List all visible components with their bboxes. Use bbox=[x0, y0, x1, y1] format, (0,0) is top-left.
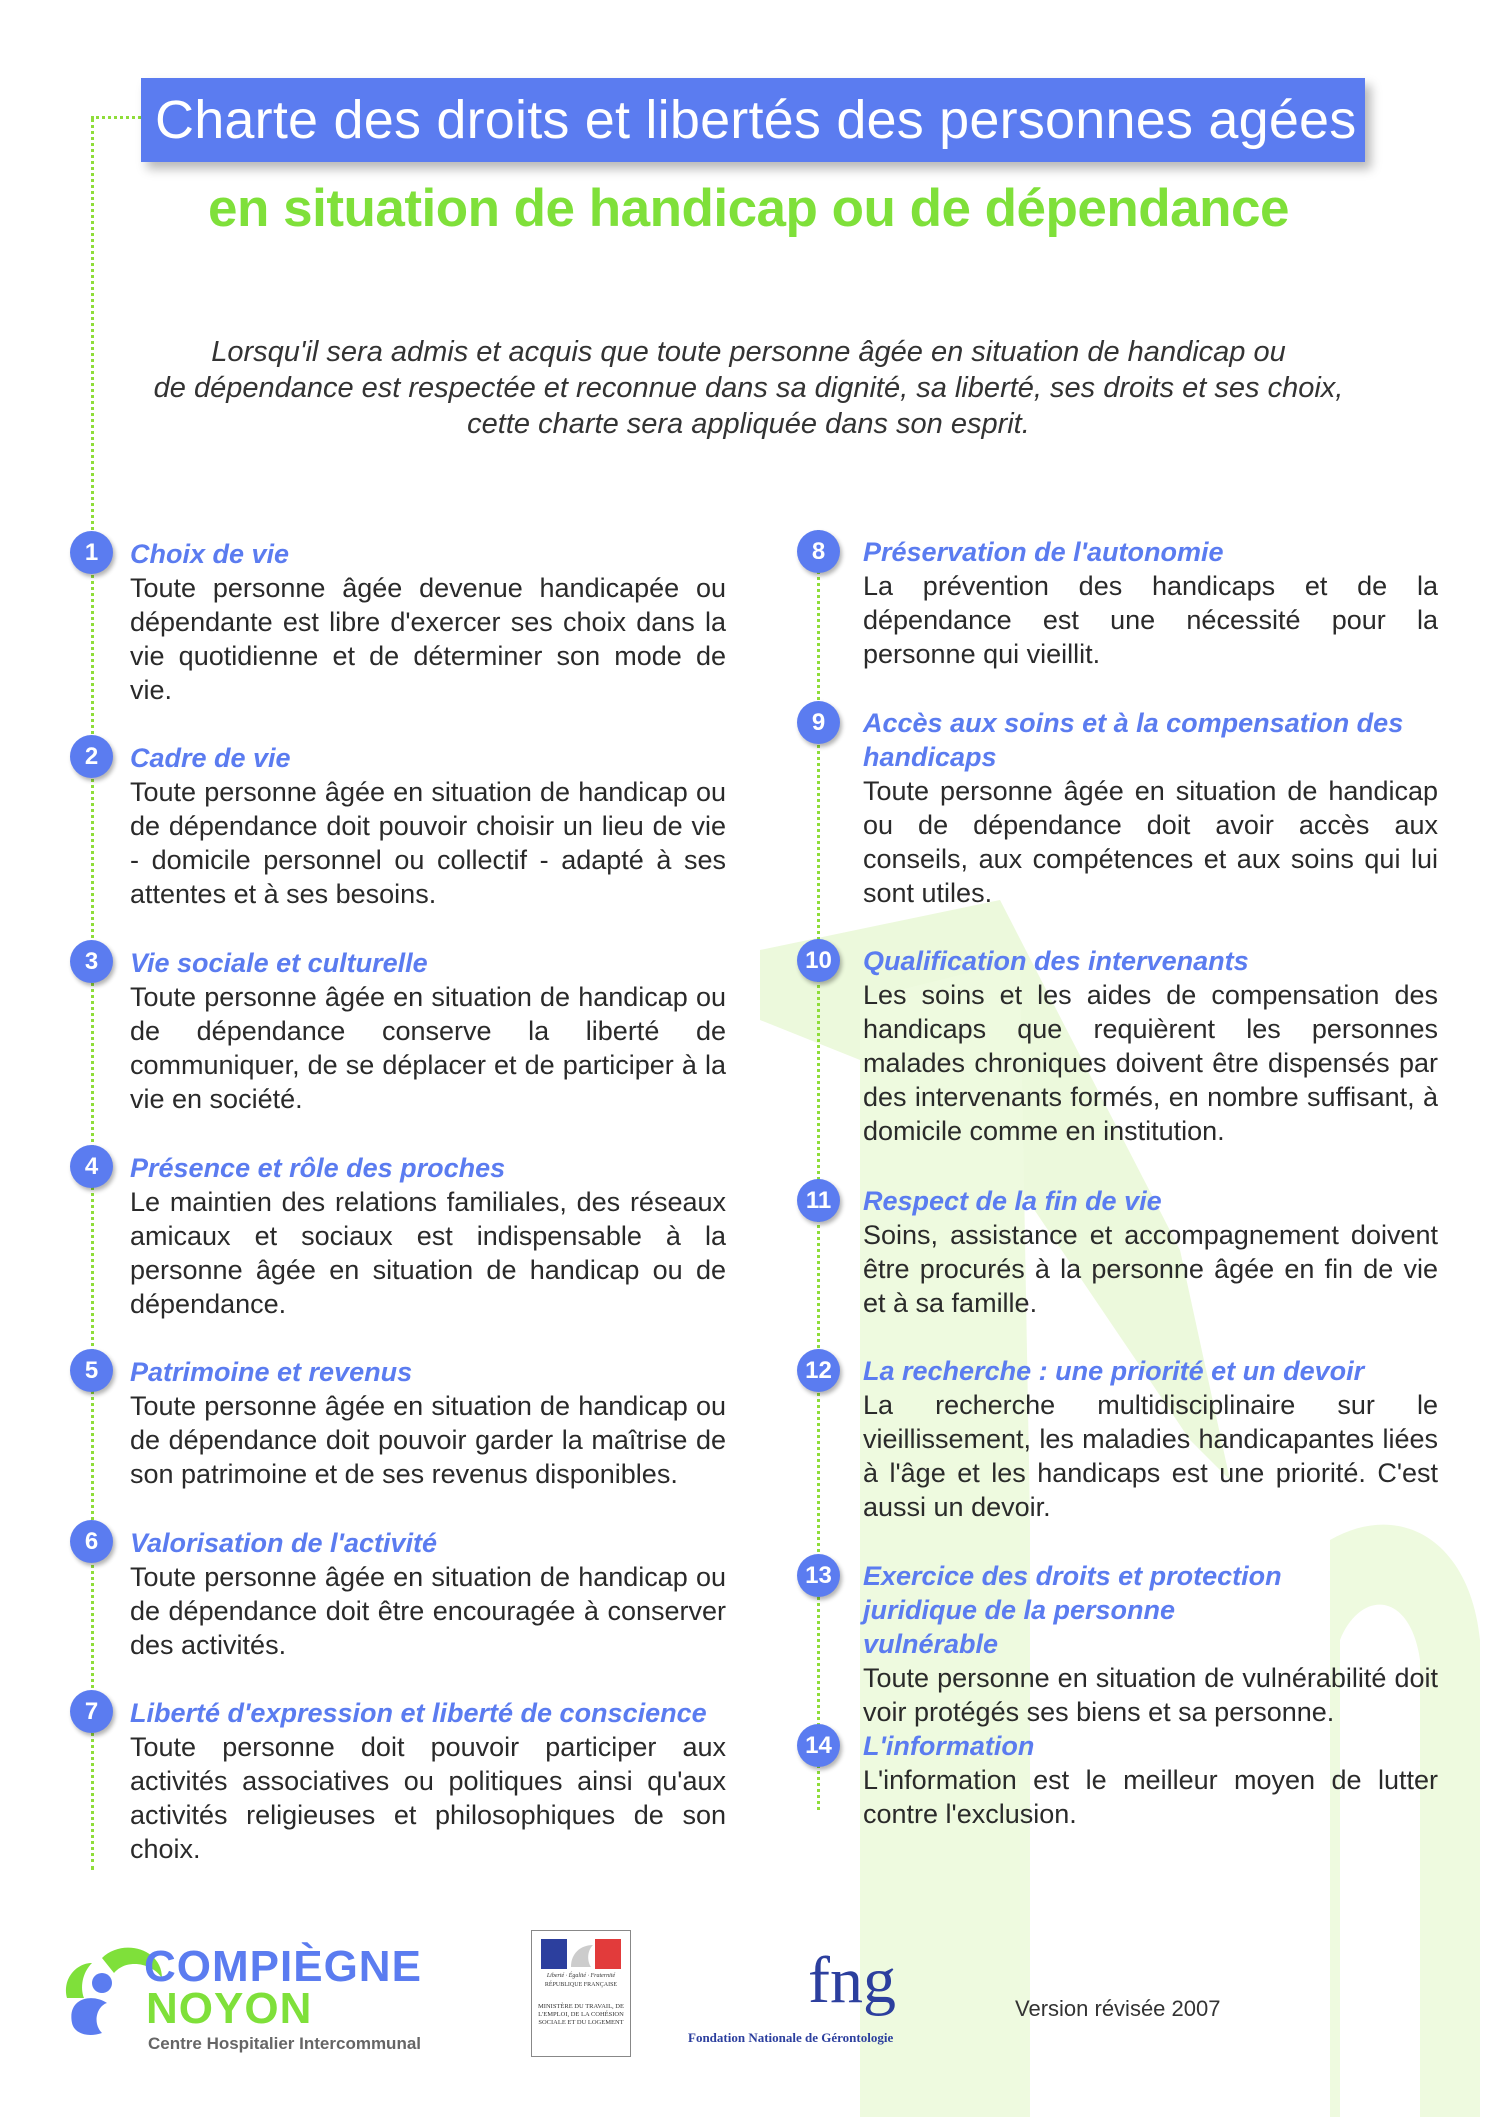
article-number-badge: 4 bbox=[70, 1145, 113, 1188]
article-14 bbox=[863, 1729, 1438, 1831]
article-number-badge: 6 bbox=[70, 1520, 113, 1563]
article-body: Toute personne âgée en situation de handicap ou de dépendance doit être encouragée à conserver des activités. bbox=[130, 1562, 726, 1660]
article-title: Préservation de l'autonomie bbox=[863, 537, 1224, 567]
article-title: La recherche : une priorité et un devoir bbox=[863, 1356, 1365, 1386]
ministry-name: MINISTÈRE DU TRAVAIL, DE L'EMPLOI, DE LA COHÉSION SOCIALE ET DU LOGEMENT bbox=[538, 2003, 624, 2026]
article-number-badge: 11 bbox=[797, 1179, 840, 1222]
intro-line: Lorsqu'il sera admis et acquis que toute personne âgée en situation de handicap ou bbox=[211, 336, 1286, 368]
hospital-name-line2: NOYON bbox=[146, 1984, 313, 2033]
version-label: Version révisée 2007 bbox=[1015, 1996, 1221, 2021]
article-body: Soins, assistance et accompagnement doivent être procurés à la personne âgée en fin de vie et à sa famille. bbox=[863, 1220, 1438, 1318]
article-5 bbox=[130, 1355, 726, 1491]
article-title: Respect de la fin de vie bbox=[863, 1186, 1162, 1216]
article-title: Accès aux soins et à la compensation des handicaps bbox=[863, 708, 1404, 772]
article-number-badge: 3 bbox=[70, 940, 113, 983]
article-body: Les soins et les aides de compensation des handicaps que requièrent les personnes malades chroniques doivent être dispensés par des intervenants formés, en nombre suffisant, à domicile comme en institution. bbox=[863, 980, 1438, 1146]
article-title: Cadre de vie bbox=[130, 743, 291, 773]
article-9 bbox=[863, 706, 1438, 910]
article-body: L'information est le meilleur moyen de lutter contre l'exclusion. bbox=[863, 1765, 1438, 1829]
article-number-badge: 12 bbox=[797, 1349, 840, 1392]
republic-motto: Liberté · Égalité · Fraternité bbox=[546, 1973, 616, 1979]
article-title: Liberté d'expression et liberté de conscience bbox=[130, 1698, 707, 1728]
article-body: Toute personne doit pouvoir participer aux activités associatives ou politiques ainsi qu'aux activités religieuses et philosophiques de son choix. bbox=[130, 1732, 726, 1864]
article-title: Exercice des droits et protection juridique de la personne vulnérable bbox=[863, 1561, 1282, 1659]
article-title: Valorisation de l'activité bbox=[130, 1528, 438, 1558]
article-11 bbox=[863, 1184, 1438, 1320]
article-7 bbox=[130, 1696, 726, 1866]
article-8 bbox=[863, 535, 1438, 671]
article-body: Toute personne âgée en situation de handicap ou de dépendance doit pouvoir choisir un lieu de vie - domicile personnel ou collectif - adapté à ses attentes et à ses besoins. bbox=[130, 777, 726, 909]
article-number-badge: 14 bbox=[797, 1724, 840, 1767]
hospital-subtitle: Centre Hospitalier Intercommunal bbox=[148, 2034, 422, 2053]
article-number-badge: 8 bbox=[797, 530, 840, 573]
intro-paragraph bbox=[90, 334, 1407, 442]
article-body: Toute personne âgée en situation de handicap ou de dépendance doit pouvoir garder la maîtrise de son patrimoine et de ses revenus disponibles. bbox=[130, 1391, 726, 1489]
intro-line: cette charte sera appliquée dans son esprit. bbox=[467, 408, 1030, 440]
article-4 bbox=[130, 1151, 726, 1321]
fng-acronym: fng bbox=[808, 1944, 896, 2017]
hospital-logo bbox=[62, 1938, 482, 2058]
article-6 bbox=[130, 1526, 726, 1662]
article-title: Patrimoine et revenus bbox=[130, 1357, 413, 1387]
page-title: Charte des droits et libertés des personnes agées bbox=[155, 90, 1357, 150]
page-subtitle: en situation de handicap ou de dépendance bbox=[208, 179, 1289, 238]
top-dotted-connector bbox=[91, 116, 141, 119]
republic-name: RÉPUBLIQUE FRANÇAISE bbox=[544, 1982, 618, 1988]
fng-full-name: Fondation Nationale de Gérontologie bbox=[688, 2030, 894, 2045]
article-body: La recherche multidisciplinaire sur le vieillissement, les maladies handicapantes liées à l'âge et les handicaps est une priorité. C'est aussi un devoir. bbox=[863, 1390, 1438, 1522]
fng-logo bbox=[680, 1944, 940, 2048]
article-2 bbox=[130, 741, 726, 911]
article-1 bbox=[130, 537, 726, 707]
article-number-badge: 13 bbox=[797, 1554, 840, 1597]
article-number-badge: 2 bbox=[70, 735, 113, 778]
article-body: Le maintien des relations familiales, des réseaux amicaux et sociaux est indispensable à la personne âgée en situation de handicap ou de dépendance. bbox=[130, 1187, 726, 1319]
article-number-badge: 1 bbox=[70, 531, 113, 574]
article-13 bbox=[863, 1559, 1438, 1729]
article-title: L'information bbox=[863, 1731, 1035, 1761]
article-body: Toute personne âgée devenue handicapée ou dépendante est libre d'exercer ses choix dans la vie quotidienne et de déterminer son mode de vie. bbox=[130, 573, 726, 705]
ministry-logo bbox=[531, 1930, 631, 2057]
article-title: Choix de vie bbox=[130, 539, 290, 569]
article-title: Qualification des intervenants bbox=[863, 946, 1249, 976]
hospital-name-line1: COMPIÈGNE bbox=[144, 1942, 422, 1991]
article-10 bbox=[863, 944, 1438, 1148]
article-3 bbox=[130, 946, 726, 1116]
title-banner bbox=[141, 78, 1365, 162]
article-title: Présence et rôle des proches bbox=[130, 1153, 506, 1183]
article-number-badge: 9 bbox=[797, 701, 840, 744]
article-12 bbox=[863, 1354, 1438, 1524]
article-number-badge: 7 bbox=[70, 1690, 113, 1733]
article-number-badge: 10 bbox=[797, 939, 840, 982]
article-body: Toute personne âgée en situation de handicap ou de dépendance doit avoir accès aux conseils, aux compétences et aux soins qui lui sont utiles. bbox=[863, 776, 1438, 908]
article-number-badge: 5 bbox=[70, 1349, 113, 1392]
article-body: La prévention des handicaps et de la dépendance est une nécessité pour la personne qui vieillit. bbox=[863, 571, 1438, 669]
article-body: Toute personne âgée en situation de handicap ou de dépendance conserve la liberté de communiquer, de se déplacer et de participer à la vie en société. bbox=[130, 982, 726, 1114]
marianne-flag-icon bbox=[541, 1939, 621, 1969]
article-title: Vie sociale et culturelle bbox=[130, 948, 428, 978]
intro-line: de dépendance est respectée et reconnue dans sa dignité, sa liberté, ses droits et ses choix, bbox=[153, 372, 1344, 404]
article-body: Toute personne en situation de vulnérabilité doit voir protégés ses biens et sa personne. bbox=[863, 1663, 1438, 1727]
